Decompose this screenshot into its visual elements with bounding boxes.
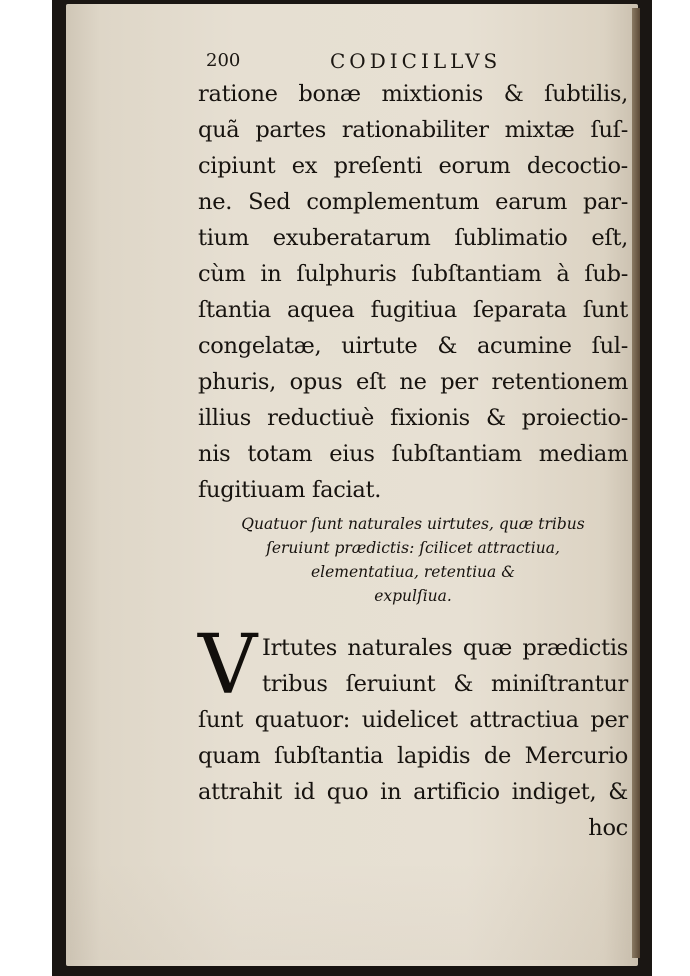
running-title: CODICILLVS bbox=[330, 49, 502, 73]
text-line: ratione bonæ mixtionis & ſubtilis, bbox=[198, 81, 628, 107]
page-edge bbox=[632, 8, 640, 958]
text-line: ſtantia aquea fugitiua ſeparata ſunt bbox=[198, 297, 628, 323]
text-line: ne. Sed complementum earum par- bbox=[198, 189, 628, 215]
heading-line: elementatiua, retentiua & bbox=[311, 563, 515, 581]
text-line: quam ſubſtantia lapidis de Mercurio bbox=[198, 743, 628, 769]
paragraph-1 bbox=[198, 76, 628, 508]
text-line: ſunt quatuor: uidelicet attractiua per bbox=[198, 707, 628, 733]
text-line: congelatæ, uirtute & acumine ſul- bbox=[198, 333, 628, 359]
text-line: quã partes rationabiliter mixtæ ſuſ- bbox=[198, 117, 628, 143]
running-head bbox=[206, 50, 596, 74]
text-line: fugitiuam faciat. bbox=[198, 477, 382, 503]
heading-line: ſeruiunt prædictis: ſcilicet attractiua, bbox=[266, 539, 560, 557]
text-line: phuris, opus eſt ne per retentionem bbox=[198, 369, 628, 395]
catchword: hoc bbox=[588, 815, 628, 841]
text-line: cipiunt ex preſenti eorum decoctio- bbox=[198, 153, 628, 179]
text-line: tium exuberatarum ſublimatio eſt, bbox=[198, 225, 628, 251]
text-line: nis totam eius ſubſtantiam mediam bbox=[198, 441, 628, 467]
text-line: illius reductiuè fixionis & proiectio- bbox=[198, 405, 628, 431]
text-line: cùm in ſulphuris ſubſtantiam à ſub- bbox=[198, 261, 628, 287]
section-heading bbox=[198, 512, 628, 608]
paragraph-2 bbox=[198, 618, 628, 846]
drop-cap: V bbox=[198, 618, 258, 713]
heading-line: expulſiua. bbox=[374, 587, 452, 605]
text-line: Irtutes naturales quæ prædictis bbox=[262, 635, 628, 661]
text-line: tribus ſeruiunt & miniſtrantur bbox=[262, 671, 628, 697]
heading-line: Quatuor ſunt naturales uirtutes, quæ tribus bbox=[241, 515, 585, 533]
page-shading bbox=[70, 860, 630, 960]
page-number: 200 bbox=[206, 50, 241, 71]
text-line: attrahit id quo in artificio indiget, & bbox=[198, 779, 628, 805]
